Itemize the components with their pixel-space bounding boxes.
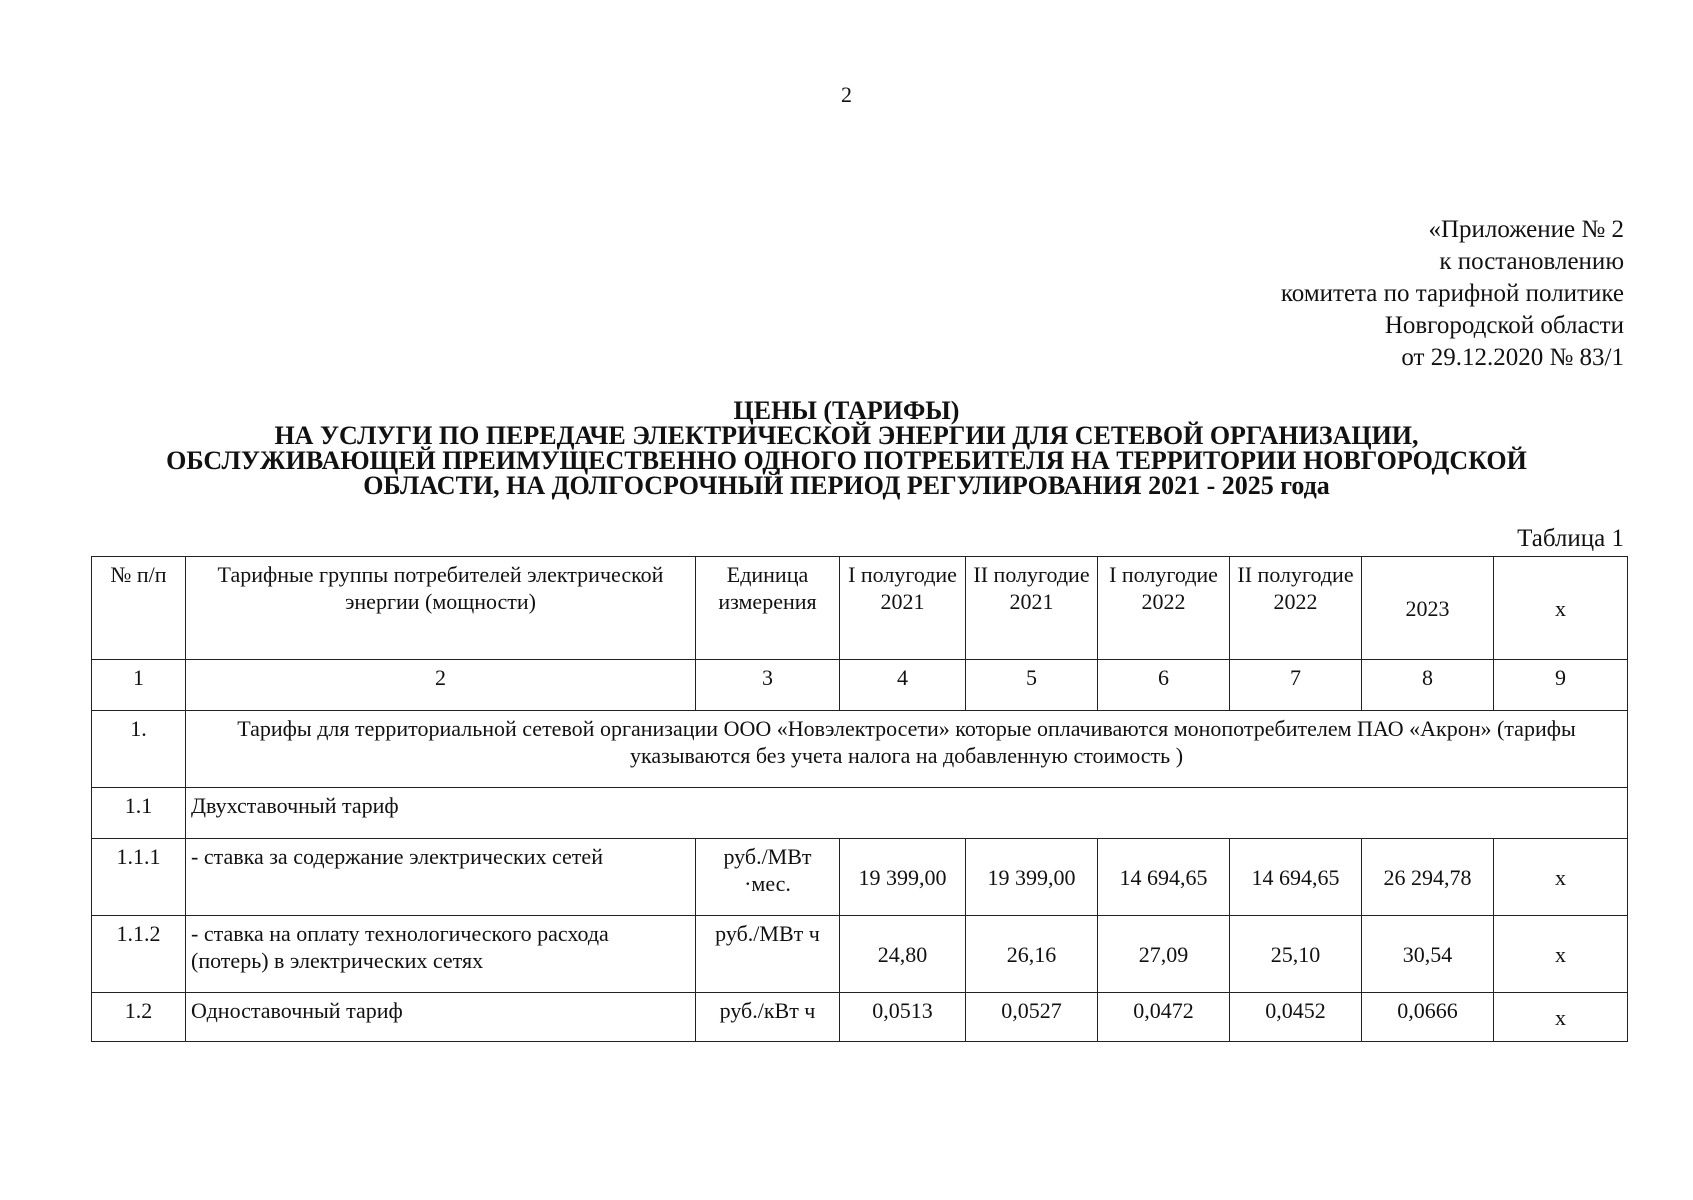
row-number: 1.1.1 bbox=[92, 839, 186, 916]
row-name: - ставка на оплату технологического расхода (потерь) в электрических сетях bbox=[186, 916, 696, 993]
row-value: 0,0527 bbox=[966, 993, 1098, 1042]
row-value: 0,0452 bbox=[1230, 993, 1362, 1042]
table-caption: Таблица 1 bbox=[1517, 525, 1624, 552]
page-number: 2 bbox=[841, 82, 852, 107]
row-value: х bbox=[1494, 993, 1628, 1042]
subsection-text: Двухставочный тариф bbox=[186, 788, 1628, 839]
header-row bbox=[92, 557, 1628, 660]
row-value: 14 694,65 bbox=[1098, 839, 1230, 916]
header-cell-period: II полугодие 2021 bbox=[966, 557, 1098, 660]
table-row bbox=[92, 993, 1628, 1042]
column-number: 8 bbox=[1362, 660, 1494, 711]
header-cell-year: 2023 bbox=[1362, 557, 1494, 660]
header-cell-period: II полугодие 2022 bbox=[1230, 557, 1362, 660]
row-value: х bbox=[1494, 916, 1628, 993]
column-number: 1 bbox=[92, 660, 186, 711]
column-number: 6 bbox=[1098, 660, 1230, 711]
header-cell-num: № п/п bbox=[92, 557, 186, 660]
appendix-line: комитета по тарифной политике bbox=[1280, 280, 1624, 307]
title-line: ЦЕНЫ (ТАРИФЫ) bbox=[733, 396, 960, 425]
appendix-line: к постановлению bbox=[1439, 248, 1624, 275]
column-number: 7 bbox=[1230, 660, 1362, 711]
appendix-line: Новгородской области bbox=[1384, 312, 1624, 339]
tariffs-table bbox=[91, 556, 1628, 1042]
row-value: 19 399,00 bbox=[966, 839, 1098, 916]
row-value: 26,16 bbox=[966, 916, 1098, 993]
header-cell-unit: Единица измерения bbox=[696, 557, 840, 660]
row-name: - ставка за содержание электрических сетей bbox=[186, 839, 696, 916]
column-number: 9 bbox=[1494, 660, 1628, 711]
column-number: 3 bbox=[696, 660, 840, 711]
section-row bbox=[92, 711, 1628, 788]
title-line: ОБСЛУЖИВАЮЩЕЙ ПРЕИМУЩЕСТВЕННО ОДНОГО ПОТРЕБИТЕЛЯ НА ТЕРРИТОРИИ НОВГОРОДСКОЙ bbox=[166, 446, 1527, 475]
row-value: 14 694,65 bbox=[1230, 839, 1362, 916]
row-unit: руб./МВт ·мес. bbox=[696, 839, 840, 916]
table-row bbox=[92, 916, 1628, 993]
row-value: 27,09 bbox=[1098, 916, 1230, 993]
row-value: 25,10 bbox=[1230, 916, 1362, 993]
column-number: 4 bbox=[840, 660, 966, 711]
header-cell-period: I полугодие 2022 bbox=[1098, 557, 1230, 660]
row-value: 24,80 bbox=[840, 916, 966, 993]
column-number: 5 bbox=[966, 660, 1098, 711]
appendix-block bbox=[1281, 214, 1624, 374]
header-cell-x: х bbox=[1494, 557, 1628, 660]
row-unit: руб./МВт ч bbox=[696, 916, 840, 993]
row-value: 26 294,78 bbox=[1362, 839, 1494, 916]
row-name: Одноставочный тариф bbox=[186, 993, 696, 1042]
section-text: Тарифы для территориальной сетевой организации ООО «Новэлектросети» которые оплачиваются монопотребителем ПАО «Акрон» (тарифы указываются без учета налога на добавленную стоимость ) bbox=[186, 711, 1628, 788]
row-number: 1.2 bbox=[92, 993, 186, 1042]
section-number: 1. bbox=[92, 711, 186, 788]
title-line: ОБЛАСТИ, НА ДОЛГОСРОЧНЫЙ ПЕРИОД РЕГУЛИРОВАНИЯ 2021 - 2025 года bbox=[363, 471, 1330, 500]
title-line: НА УСЛУГИ ПО ПЕРЕДАЧЕ ЭЛЕКТРИЧЕСКОЙ ЭНЕРГИИ ДЛЯ СЕТЕВОЙ ОРГАНИЗАЦИИ, bbox=[274, 421, 1419, 450]
row-value: 30,54 bbox=[1362, 916, 1494, 993]
row-unit: руб./кВт ч bbox=[696, 993, 840, 1042]
appendix-line: «Приложение № 2 bbox=[1428, 216, 1624, 243]
row-value: 0,0472 bbox=[1098, 993, 1230, 1042]
row-number: 1.1.2 bbox=[92, 916, 186, 993]
column-number: 2 bbox=[186, 660, 696, 711]
column-numbers-row bbox=[92, 660, 1628, 711]
table-row bbox=[92, 839, 1628, 916]
header-cell-groups: Тарифные группы потребителей электрической энергии (мощности) bbox=[186, 557, 696, 660]
appendix-line: от 29.12.2020 № 83/1 bbox=[1401, 344, 1624, 371]
row-value: х bbox=[1494, 839, 1628, 916]
row-value: 0,0666 bbox=[1362, 993, 1494, 1042]
document-title bbox=[60, 398, 1633, 498]
header-cell-period: I полугодие 2021 bbox=[840, 557, 966, 660]
row-value: 19 399,00 bbox=[840, 839, 966, 916]
row-value: 0,0513 bbox=[840, 993, 966, 1042]
subsection-row bbox=[92, 788, 1628, 839]
subsection-number: 1.1 bbox=[92, 788, 186, 839]
